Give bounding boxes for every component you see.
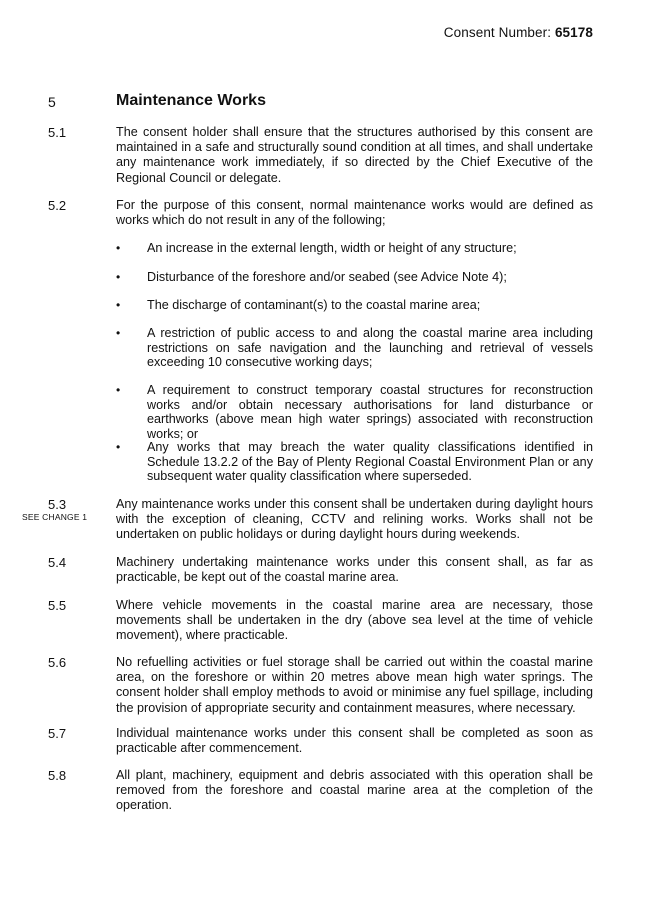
clause-number: 5.7 (48, 726, 67, 741)
clause-number: 5.3 (48, 497, 67, 512)
clause-number: 5.8 (48, 768, 67, 783)
list-item-text: An increase in the external length, width or height of any structure; (147, 241, 517, 255)
clause-text: Machinery undertaking maintenance works under this consent shall, as far as practicable, be kept out of the coastal marine area. (116, 555, 593, 585)
bullet-icon: • (116, 241, 121, 255)
bullet-icon: • (116, 440, 121, 454)
section-number: 5 (48, 94, 56, 110)
list-item-text: A requirement to construct temporary coastal structures for reconstruction works and/or obtain necessary authorisations for land disturbance or earthworks (above mean high water springs) associated with reconstruction works; or (147, 383, 593, 441)
clause-number: 5.1 (48, 125, 67, 140)
clause-text: No refuelling activities or fuel storage shall be carried out within the coastal marine area, on the foreshore or within 20 metres above mean high water springs. The consent holder shall employ methods to avoid or minimise any fuel spillage, including the provision of appropriate security and containment measures, where necessary. (116, 655, 593, 715)
bullet-icon: • (116, 326, 121, 340)
clause-number: 5.4 (48, 555, 67, 570)
bullet-icon: • (116, 298, 121, 312)
clause-text: Individual maintenance works under this consent shall be completed as soon as practicable after commencement. (116, 726, 593, 756)
list-item-text: Any works that may breach the water quality classifications identified in Schedule 13.2.2 of the Bay of Plenty Regional Coastal Environment Plan or any subsequent water quality classification where superseded. (147, 440, 593, 484)
clause-text: Where vehicle movements in the coastal marine area are necessary, those movements shall be undertaken in the dry (above sea level at the time of vehicle movement), where practicable. (116, 598, 593, 643)
bullet-icon: • (116, 383, 121, 397)
consent-number-value: 65178 (554, 25, 593, 40)
clause-text: All plant, machinery, equipment and debris associated with this operation shall be removed from the foreshore and coastal marine area at the completion of the operation. (116, 768, 593, 813)
clause-number: 5.5 (48, 598, 67, 613)
clause-number: 5.6 (48, 655, 67, 670)
list-item-text: The discharge of contaminant(s) to the coastal marine area; (147, 298, 481, 312)
section-title: Maintenance Works (116, 92, 266, 109)
clause-text: Any maintenance works under this consent shall be undertaken during daylight hours with the exception of cleaning, CCTV and relining works. Works shall not be undertaken on public holidays or during daylight hours during weekends. (116, 497, 593, 542)
consent-number (444, 25, 593, 40)
clause-text: For the purpose of this consent, normal maintenance works would are defined as works which do not result in any of the following; (116, 198, 593, 228)
list-item-text: A restriction of public access to and along the coastal marine area including restrictions on safe navigation and the launching and retrieval of vessels exceeding 10 consecutive working days; (147, 326, 593, 370)
bullet-icon: • (116, 270, 121, 284)
clause-text: The consent holder shall ensure that the structures authorised by this consent are maintained in a safe and structurally sound condition at all times, and shall undertake any maintenance work immediately, if so directed by the Chief Executive of the Regional Council or delegate. (116, 125, 593, 185)
clause-number: 5.2 (48, 198, 67, 213)
consent-number-label: Consent Number: (443, 25, 555, 40)
list-item-text: Disturbance of the foreshore and/or seabed (see Advice Note 4); (147, 270, 507, 284)
change-note: SEE CHANGE 1 (22, 512, 88, 522)
